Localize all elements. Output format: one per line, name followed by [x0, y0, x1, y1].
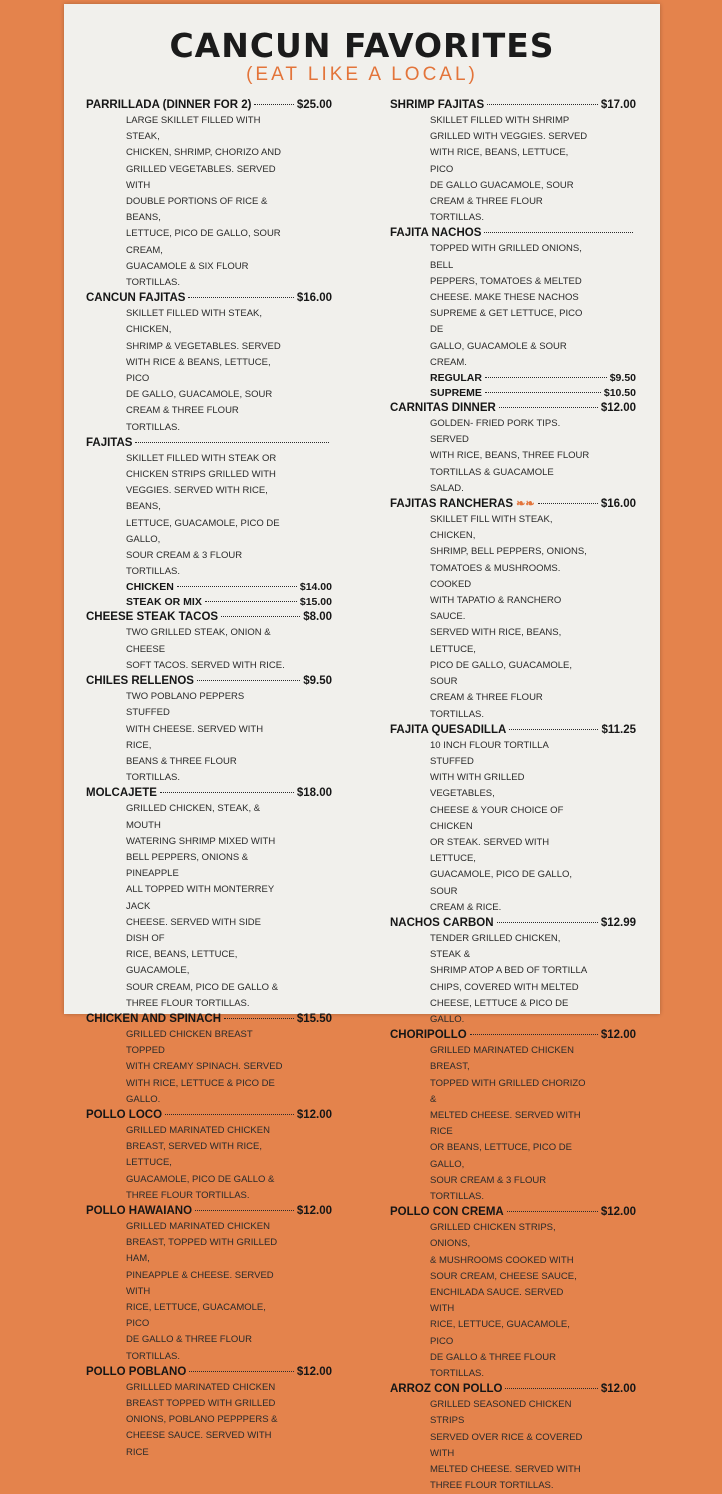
- description-line: RICE, BEANS, LETTUCE, GUACAMOLE,: [126, 949, 238, 977]
- description-line: THREE FLOUR TORTILLAS.: [430, 1480, 554, 1492]
- menu-item: [86, 674, 332, 786]
- description-line: CREAM & THREE FLOUR TORTILLAS.: [430, 196, 543, 224]
- menu-item-description: [126, 306, 286, 436]
- menu-item-name: MOLCAJETE: [86, 787, 157, 800]
- menu-item-description: [126, 1123, 286, 1204]
- description-line: TOPPED WITH GRILLED CHORIZO &: [430, 1077, 586, 1105]
- description-line: SOFT TACOS. SERVED WITH RICE.: [126, 659, 285, 671]
- description-line: RICE, LETTUCE, GUACAMOLE, PICO: [430, 1319, 570, 1347]
- description-line: SHRIMP & VEGETABLES. SERVED: [126, 340, 281, 352]
- menu-item-price: $16.00: [296, 292, 332, 305]
- menu-item-price: $12.99: [600, 916, 636, 929]
- menu-item-header: [390, 916, 636, 931]
- menu-item-option: [430, 386, 636, 401]
- menu-item-description: [430, 1043, 590, 1205]
- menu-item-name: FAJITAS: [86, 436, 133, 449]
- menu-item-price: $12.00: [296, 1204, 332, 1217]
- description-line: GRILLLED MARINATED CHICKEN: [126, 1381, 276, 1393]
- menu-item-header: [86, 1108, 332, 1123]
- description-line: ALL TOPPED WITH MONTERREY JACK: [126, 884, 274, 912]
- menu-item: [86, 786, 332, 1012]
- menu-item: [390, 98, 636, 226]
- dot-leader: [195, 1210, 294, 1211]
- menu-item-description: [126, 1219, 286, 1365]
- menu-item-price: $8.00: [303, 611, 332, 624]
- menu-item-header: [126, 595, 332, 610]
- menu-item-header: [86, 1365, 332, 1380]
- description-line: SOUR CREAM, PICO DE GALLO &: [126, 981, 279, 993]
- description-line: WITH CHEESE. SERVED WITH RICE,: [126, 723, 264, 751]
- description-line: ONIONS, POBLANO PEPPPERS &: [126, 1414, 278, 1426]
- menu-item-description: [126, 689, 286, 786]
- description-line: PINEAPPLE & CHEESE. SERVED WITH: [126, 1269, 274, 1297]
- dot-leader: [254, 104, 293, 105]
- description-line: MELTED CHEESE. SERVED WITH RICE: [430, 1109, 581, 1138]
- description-line: GALLO, GUACAMOLE & SOUR CREAM.: [430, 340, 567, 368]
- description-line: CHEESE, LETTUCE & PICO DE GALLO.: [430, 997, 569, 1025]
- description-line: WITH WITH GRILLED VEGETABLES,: [430, 772, 525, 800]
- menu-item-option: [126, 580, 332, 595]
- description-line: LARGE SKILLET FILLED WITH STEAK,: [126, 115, 261, 143]
- menu-item: [390, 723, 636, 916]
- menu-item-name: FAJITA QUESADILLA: [390, 723, 507, 736]
- description-line: TWO GRILLED STEAK, ONION & CHEESE: [126, 627, 271, 655]
- description-line: SHRIMP, BELL PEPPERS, ONIONS,: [430, 546, 587, 558]
- dot-leader: [505, 1388, 597, 1389]
- description-line: TORTILLAS & GUACAMOLE SALAD.: [430, 466, 554, 494]
- menu-item-name: NACHOS CARBON: [390, 916, 494, 929]
- menu-item: [390, 1382, 636, 1494]
- description-line: BEANS & THREE FLOUR TORTILLAS.: [126, 755, 237, 784]
- dot-leader: [197, 680, 300, 681]
- description-line: WITH RICE, LETTUCE & PICO DE GALLO.: [126, 1077, 275, 1105]
- menu-item-name: STEAK OR MIX: [126, 596, 202, 609]
- menu-item-header: [86, 1012, 332, 1027]
- menu-item-name: CHICKEN AND SPINACH: [86, 1012, 222, 1025]
- menu-item-header: [390, 723, 636, 738]
- menu-item-name: POLLO POBLANO: [86, 1365, 187, 1378]
- description-line: CREAM & THREE FLOUR TORTILLAS.: [430, 692, 543, 720]
- menu-item-name: POLLO LOCO: [86, 1108, 163, 1121]
- dot-leader: [224, 1018, 294, 1019]
- menu-item-price: $14.00: [299, 581, 332, 594]
- menu-item: [390, 226, 636, 401]
- description-line: RICE, LETTUCE, GUACAMOLE, PICO: [126, 1302, 266, 1330]
- dot-leader: [160, 792, 294, 793]
- menu-item-price: $15.00: [299, 596, 332, 609]
- description-line: BELL PEPPERS, ONIONS & PINEAPPLE: [126, 851, 249, 880]
- description-line: WITH TAPATIO & RANCHERO SAUCE.: [430, 595, 562, 623]
- menu-item-header: [390, 1382, 636, 1397]
- menu-item-description: [430, 241, 590, 371]
- description-line: THREE FLOUR TORTILLAS.: [126, 997, 250, 1009]
- description-line: SOUR CREAM & 3 FLOUR TORTILLAS.: [126, 550, 243, 578]
- menu-item-description: [430, 113, 590, 226]
- menu-item-header: [126, 580, 332, 595]
- menu-item-name: FAJITAS RANCHERAS: [390, 498, 514, 511]
- menu-item-header: [86, 786, 332, 801]
- description-line: PICO DE GALLO, GUACAMOLE, SOUR: [430, 659, 573, 688]
- description-line: CHEESE. MAKE THESE NACHOS: [430, 292, 579, 304]
- description-line: SERVED WITH RICE, BEANS, LETTUCE,: [430, 627, 562, 655]
- dot-leader: [165, 1114, 294, 1115]
- menu-item-price: $12.00: [600, 1206, 636, 1219]
- description-line: TENDER GRILLED CHICKEN, STEAK &: [430, 932, 561, 961]
- chili-pepper-icon: ❧❧: [516, 498, 535, 511]
- menu-item-header: [390, 1205, 636, 1220]
- menu-item-header: [390, 401, 636, 416]
- description-line: GUACAMOLE, PICO DE GALLO &: [126, 1173, 275, 1185]
- menu-item: [86, 1012, 332, 1108]
- menu-item: [86, 98, 332, 291]
- menu-item-name: CHICKEN: [126, 581, 174, 594]
- menu-item: [86, 1365, 332, 1461]
- menu-item-price: $15.50: [296, 1012, 332, 1025]
- dot-leader: [177, 586, 297, 587]
- menu-page: [64, 4, 660, 1492]
- description-line: CREAM & RICE.: [430, 901, 502, 913]
- dot-leader: [497, 922, 598, 923]
- description-line: SUPREME & GET LETTUCE, PICO DE: [430, 308, 583, 336]
- description-line: TOPPED WITH GRILLED ONIONS, BELL: [430, 243, 582, 271]
- description-line: GOLDEN- FRIED PORK TIPS. SERVED: [430, 418, 561, 446]
- menu-item-price: $9.50: [609, 372, 636, 385]
- menu-item: [86, 610, 332, 674]
- menu-item-header: [390, 98, 636, 113]
- dot-leader: [509, 729, 598, 730]
- menu-item-name: POLLO CON CREMA: [390, 1206, 504, 1219]
- description-line: GUACAMOLE, PICO DE GALLO, SOUR: [430, 869, 573, 897]
- menu-item: [390, 1028, 636, 1205]
- menu-item: [390, 401, 636, 497]
- menu-item-name: CHORIPOLLO: [390, 1029, 467, 1042]
- description-line: SHRIMP ATOP A BED OF TORTILLA: [430, 965, 588, 977]
- menu-item: [390, 497, 636, 723]
- description-line: BREAST TOPPED WITH GRILLED: [126, 1398, 276, 1410]
- dot-leader: [189, 1371, 294, 1372]
- menu-item-price: $25.00: [296, 99, 332, 111]
- description-line: GRILLED CHICKEN BREAST TOPPED: [126, 1028, 253, 1057]
- description-line: GRILLED MARINATED CHICKEN: [126, 1124, 270, 1136]
- menu-item-name: SHRIMP FAJITAS: [390, 99, 485, 111]
- dot-leader: [499, 407, 598, 408]
- description-line: WITH RICE, BEANS, LETTUCE, PICO: [430, 147, 569, 175]
- dot-leader: [188, 297, 293, 298]
- menu-item-description: [430, 1397, 590, 1494]
- description-line: CHEESE SAUCE. SERVED WITH RICE: [126, 1430, 272, 1458]
- description-line: SKILLET FILLED WITH SHRIMP: [430, 115, 570, 126]
- menu-item-price: $12.00: [600, 1029, 636, 1042]
- description-line: SOUR CREAM & 3 FLOUR TORTILLAS.: [430, 1174, 547, 1202]
- menu-item-price: $12.00: [600, 1383, 636, 1396]
- menu-item-price: $17.00: [600, 99, 636, 111]
- description-line: GRILLED SEASONED CHICKEN STRIPS: [430, 1399, 572, 1427]
- dot-leader: [507, 1211, 598, 1212]
- menu-item-header: [430, 371, 636, 386]
- description-line: LETTUCE, PICO DE GALLO, SOUR CREAM,: [126, 228, 281, 256]
- description-line: WITH RICE & BEANS, LETTUCE, PICO: [126, 356, 271, 385]
- menu-item-description: [126, 1027, 286, 1108]
- menu-item-name: SUPREME: [430, 387, 482, 400]
- menu-item-name: PARRILLADA (DINNER FOR 2): [86, 99, 252, 111]
- description-line: THREE FLOUR TORTILLAS.: [126, 1189, 250, 1201]
- dot-leader: [485, 377, 607, 378]
- description-line: BREAST, TOPPED WITH GRILLED HAM,: [126, 1237, 278, 1265]
- menu-item-header: [86, 436, 332, 451]
- left-column: [86, 98, 332, 1461]
- description-line: SKILLET FILL WITH STEAK, CHICKEN,: [430, 514, 553, 542]
- description-line: DOUBLE PORTIONS OF RICE & BEANS,: [126, 196, 268, 224]
- menu-item-description: [430, 931, 590, 1028]
- description-line: PEPPERS, TOMATOES & MELTED: [430, 275, 582, 287]
- menu-item-name: CHILES RELLENOS: [86, 675, 194, 688]
- dot-leader: [135, 442, 329, 443]
- description-line: CHICKEN, SHRIMP, CHORIZO AND: [126, 147, 282, 159]
- description-line: 10 INCH FLOUR TORTILLA STUFFED: [430, 739, 549, 767]
- menu-item: [86, 436, 332, 611]
- description-line: GRILLED MARINATED CHICKEN BREAST,: [430, 1045, 574, 1073]
- menu-item: [86, 1204, 332, 1365]
- description-line: LETTUCE, GUACAMOLE, PICO DE GALLO,: [126, 517, 280, 545]
- dot-leader: [485, 392, 601, 393]
- description-line: & MUSHROOMS COOKED WITH: [430, 1254, 574, 1266]
- menu-item-header: [86, 291, 332, 306]
- menu-title: CANCUN FAVORITES: [169, 26, 555, 65]
- menu-item-price: $10.50: [603, 387, 636, 400]
- menu-item-price: $16.00: [600, 498, 636, 511]
- menu-item-header: [390, 497, 636, 512]
- menu-item-header: [86, 610, 332, 625]
- menu-item-name: CHEESE STEAK TACOS: [86, 611, 219, 624]
- menu-item-name: FAJITA NACHOS: [390, 227, 482, 240]
- right-column: [390, 98, 636, 1494]
- description-line: VEGGIES. SERVED WITH RICE, BEANS,: [126, 485, 268, 513]
- description-line: BREAST, SERVED WITH RICE, LETTUCE,: [126, 1141, 263, 1169]
- description-line: TWO POBLANO PEPPERS STUFFED: [126, 691, 245, 719]
- menu-item-option: [430, 371, 636, 386]
- description-line: WITH RICE, BEANS, THREE FLOUR: [430, 450, 590, 462]
- description-line: SKILLET FILLED WITH STEAK, CHICKEN,: [126, 308, 263, 336]
- description-line: GRILLED MARINATED CHICKEN: [126, 1220, 270, 1232]
- description-line: DE GALLO GUACAMOLE, SOUR: [430, 179, 574, 191]
- description-line: WITH CREAMY SPINACH. SERVED: [126, 1061, 283, 1073]
- description-line: TOMATOES & MUSHROOMS. COOKED: [430, 562, 561, 590]
- menu-item-description: [126, 451, 286, 581]
- menu-item-name: CANCUN FAJITAS: [86, 292, 186, 305]
- menu-item-header: [390, 226, 636, 241]
- description-line: CHEESE & YOUR CHOICE OF CHICKEN: [430, 804, 564, 832]
- description-line: GRILLED WITH VEGGIES. SERVED: [430, 131, 588, 143]
- menu-item: [390, 1205, 636, 1382]
- description-line: DE GALLO, GUACAMOLE, SOUR: [126, 389, 273, 401]
- menu-item-header: [86, 98, 332, 113]
- menu-item-description: [126, 625, 286, 674]
- description-line: SKILLET FILLED WITH STEAK OR: [126, 452, 277, 464]
- description-line: GRILLED CHICKEN, STEAK, & MOUTH: [126, 803, 261, 831]
- description-line: GRILLED CHICKEN STRIPS, ONIONS,: [430, 1222, 556, 1250]
- description-line: CHEESE. SERVED WITH SIDE DISH OF: [126, 916, 261, 944]
- menu-item: [390, 916, 636, 1028]
- menu-item-price: $11.25: [601, 723, 636, 736]
- menu-item-description: [430, 512, 590, 723]
- description-line: ENCHILADA SAUCE. SERVED WITH: [430, 1287, 564, 1315]
- menu-item-name: POLLO HAWAIANO: [86, 1204, 193, 1217]
- dot-leader: [487, 104, 598, 105]
- description-line: GRILLED VEGETABLES. SERVED WITH: [126, 163, 276, 191]
- description-line: CHIPS, COVERED WITH MELTED: [430, 981, 579, 993]
- description-line: MELTED CHEESE. SERVED WITH: [430, 1464, 581, 1476]
- menu-item-description: [126, 113, 286, 291]
- menu-item-name: ARROZ CON POLLO: [390, 1383, 503, 1396]
- menu-item-description: [126, 1380, 286, 1461]
- description-line: OR BEANS, LETTUCE, PICO DE GALLO,: [430, 1142, 572, 1170]
- menu-item-description: [126, 801, 286, 1012]
- menu-item-header: [430, 386, 636, 401]
- description-line: CREAM & THREE FLOUR TORTILLAS.: [126, 405, 239, 433]
- menu-item-description: [430, 416, 590, 497]
- description-line: DE GALLO & THREE FLOUR TORTILLAS.: [430, 1351, 556, 1380]
- menu-item-price: $12.00: [296, 1108, 332, 1121]
- description-line: GUACAMOLE & SIX FLOUR TORTILLAS.: [126, 260, 249, 289]
- menu-item-option: [126, 595, 332, 610]
- menu-item-header: [86, 1204, 332, 1219]
- description-line: WATERING SHRIMP MIXED WITH: [126, 835, 276, 847]
- menu-subtitle: (EAT LIKE A LOCAL): [246, 64, 478, 85]
- description-line: DE GALLO & THREE FLOUR TORTILLAS.: [126, 1334, 252, 1362]
- menu-item-description: [430, 738, 590, 916]
- description-line: OR STEAK. SERVED WITH LETTUCE,: [430, 836, 550, 865]
- dot-leader: [538, 503, 598, 504]
- description-line: SERVED OVER RICE & COVERED WITH: [430, 1431, 583, 1459]
- menu-item: [86, 291, 332, 436]
- menu-item-price: $18.00: [296, 787, 332, 800]
- menu-item-name: REGULAR: [430, 372, 482, 385]
- dot-leader: [205, 601, 297, 602]
- menu-item-header: [86, 674, 332, 689]
- dot-leader: [221, 616, 300, 617]
- description-line: CHICKEN STRIPS GRILLED WITH: [126, 469, 276, 481]
- menu-item: [86, 1108, 332, 1204]
- menu-item-description: [430, 1220, 590, 1382]
- menu-item-name: CARNITAS DINNER: [390, 402, 496, 415]
- menu-item-price: $12.00: [600, 402, 636, 415]
- menu-item-price: $9.50: [303, 675, 332, 688]
- menu-item-header: [390, 1028, 636, 1043]
- dot-leader: [484, 232, 633, 233]
- menu-item-price: $12.00: [296, 1365, 332, 1378]
- dot-leader: [470, 1034, 598, 1035]
- description-line: SOUR CREAM, CHEESE SAUCE,: [430, 1270, 577, 1282]
